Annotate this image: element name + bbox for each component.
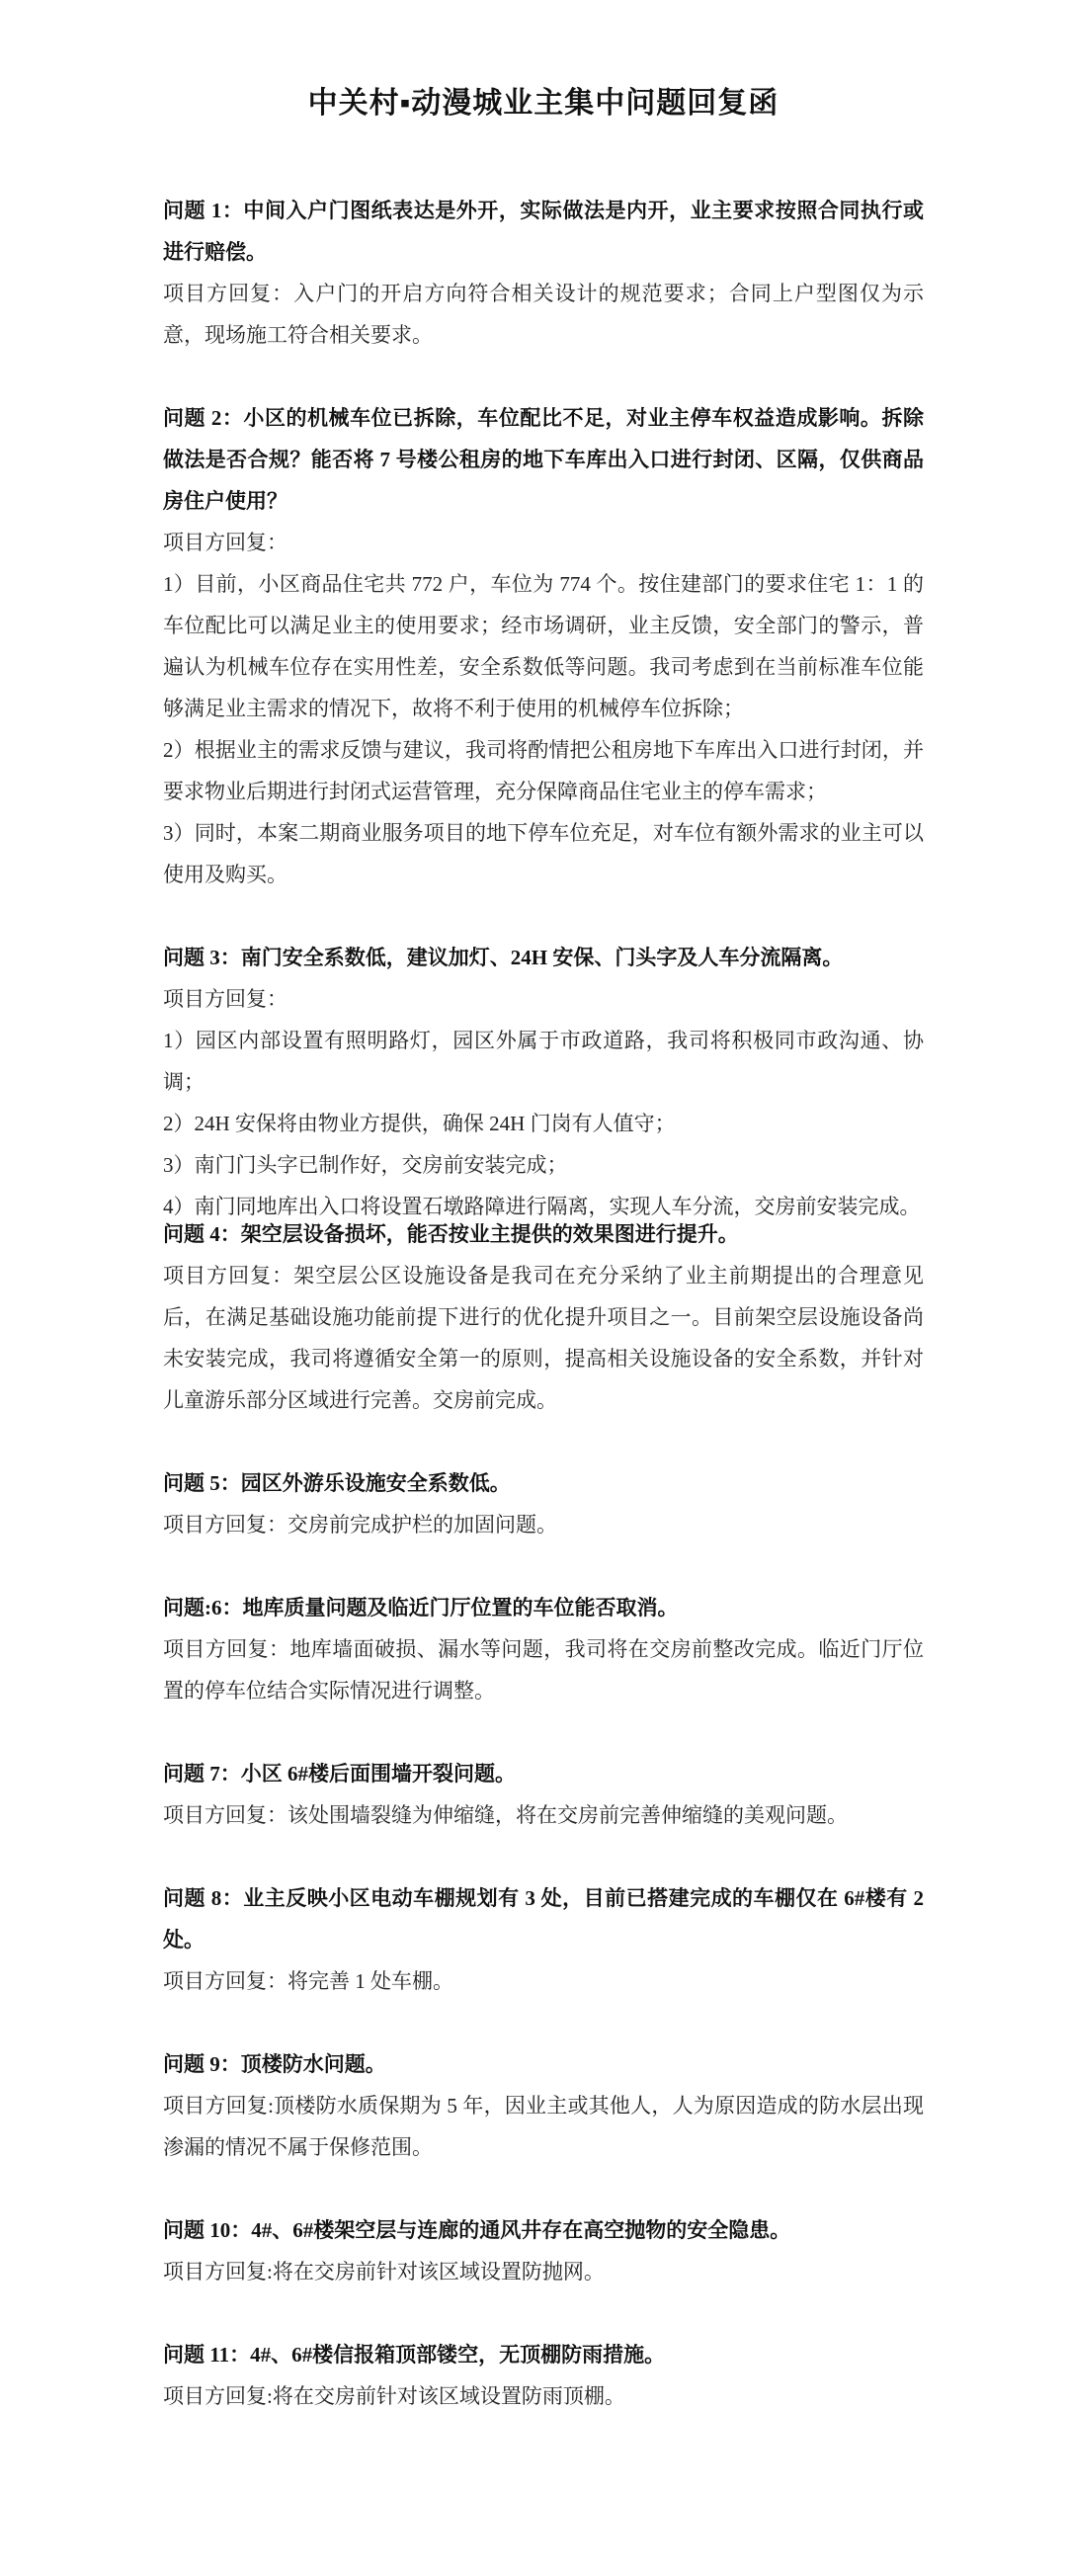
- reply-text: 项目方回复：地库墙面破损、漏水等问题，我司将在交房前整改完成。临近门厅位置的停车位结合实际情况进行调整。: [163, 1637, 924, 1703]
- qa-block: [163, 1587, 924, 1711]
- reply-text: 项目方回复：: [163, 987, 287, 1011]
- question-text: 问题 8：业主反映小区电动车棚规划有 3 处，目前已搭建完成的车棚仅在 6#楼有 2 处。: [163, 1886, 924, 1952]
- question-text: 问题 11：4#、6#楼信报箱顶部镂空，无顶棚防雨措施。: [163, 2343, 666, 2367]
- reply-text: 2）24H 安保将由物业方提供，确保 24H 门岗有人值守；: [163, 1112, 676, 1135]
- reply-text: 项目方回复：: [163, 531, 287, 554]
- qa-block: [163, 1213, 924, 1421]
- question-text: 问题:6：地库质量问题及临近门厅位置的车位能否取消。: [163, 1596, 679, 1620]
- qa-block: [163, 1877, 924, 2002]
- question-text: 问题 4：架空层设备损坏，能否按业主提供的效果图进行提升。: [163, 1222, 739, 1246]
- qa-block: [163, 1462, 924, 1545]
- qa-block: [163, 397, 924, 895]
- reply-text: 3）南门门头字已制作好，交房前安装完成；: [163, 1153, 568, 1177]
- question-text: 问题 9：顶楼防水问题。: [163, 2052, 386, 2076]
- reply-text: 1）园区内部设置有照明路灯，园区外属于市政道路，我司将积极同市政沟通、协调；: [163, 1029, 924, 1094]
- reply-text: 4）南门同地库出入口将设置石墩路障进行隔离，实现人车分流，交房前安装完成。: [163, 1195, 921, 1218]
- document-title: 中关村▪动漫城业主集中问题回复函: [307, 87, 780, 120]
- reply-text: 项目方回复:顶楼防水质保期为 5 年，因业主或其他人，人为原因造成的防水层出现渗漏的情况不属于保修范围。: [163, 2094, 924, 2159]
- reply-text: 3）同时，本案二期商业服务项目的地下停车位充足，对车位有额外需求的业主可以使用及购买。: [163, 821, 924, 886]
- reply-text: 2）根据业主的需求反馈与建议，我司将酌情把公租房地下车库出入口进行封闭，并要求物业后期进行封闭式运营管理，充分保障商品住宅业主的停车需求；: [163, 738, 924, 803]
- reply-text: 项目方回复：架空层公区设施设备是我司在充分采纳了业主前期提出的合理意见后，在满足基础设施功能前提下进行的优化提升项目之一。目前架空层设施设备尚未安装完成，我司将遵循安全第一的原则，提高相关设施设备的安全系数，并针对儿童游乐部分区域进行完善。交房前完成。: [163, 1264, 924, 1412]
- reply-text: 项目方回复:将在交房前针对该区域设置防雨顶棚。: [163, 2384, 625, 2408]
- qa-block: [163, 190, 924, 356]
- question-text: 问题 10：4#、6#楼架空层与连廊的通风井存在高空抛物的安全隐患。: [163, 2218, 791, 2242]
- reply-text: 项目方回复:将在交房前针对该区域设置防抛网。: [163, 2260, 605, 2284]
- question-text: 问题 3：南门安全系数低，建议加灯、24H 安保、门头字及人车分流隔离。: [163, 946, 844, 969]
- qa-block: [163, 937, 924, 1227]
- question-text: 问题 2：小区的机械车位已拆除，车位配比不足，对业主停车权益造成影响。拆除做法是否合规？能否将 7 号楼公租房的地下车库出入口进行封闭、区隔，仅供商品房住户使用？: [163, 406, 924, 513]
- reply-text: 1）目前，小区商品住宅共 772 户，车位为 774 个。按住建部门的要求住宅 1：1 的车位配比可以满足业主的使用要求；经市场调研，业主反馈，安全部门的警示，普遍认为机械车位存在实用性差，安全系数低等问题。我司考虑到在当前标准车位能够满足业主需求的情况下，故将不利于使用的机械停车位拆除；: [163, 572, 924, 720]
- qa-block: [163, 2334, 924, 2417]
- qa-block: [163, 2043, 924, 2168]
- question-text: 问题 1：中间入户门图纸表达是外开，实际做法是内开，业主要求按照合同执行或进行赔偿。: [163, 199, 924, 264]
- question-text: 问题 7：小区 6#楼后面围墙开裂问题。: [163, 1762, 516, 1786]
- qa-block: [163, 2209, 924, 2292]
- reply-text: 项目方回复：入户门的开启方向符合相关设计的规范要求；合同上户型图仅为示意，现场施工符合相关要求。: [163, 282, 924, 347]
- qa-block: [163, 1753, 924, 1836]
- reply-text: 项目方回复：将完善 1 处车棚。: [163, 1969, 453, 1993]
- question-text: 问题 5：园区外游乐设施安全系数低。: [163, 1471, 511, 1495]
- reply-text: 项目方回复：该处围墙裂缝为伸缩缝，将在交房前完善伸缩缝的美观问题。: [163, 1803, 848, 1827]
- reply-text: 项目方回复：交房前完成护栏的加固问题。: [163, 1513, 557, 1537]
